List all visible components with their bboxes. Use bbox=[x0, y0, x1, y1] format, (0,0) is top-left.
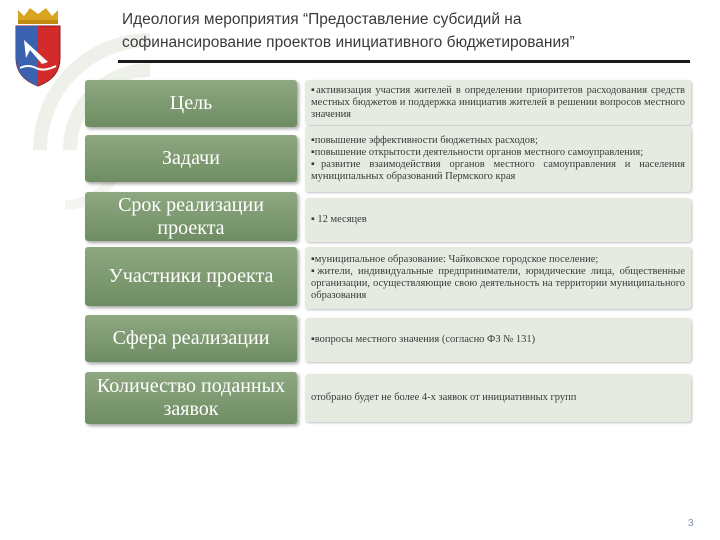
title-line-1: Идеология мероприятия “Предоставление субсидий на bbox=[122, 11, 522, 28]
content-tasks-item: ▪развитие взаимодействия органов местного самоуправления и населения муниципальных образований Пермского края bbox=[311, 159, 685, 182]
label-applications bbox=[85, 372, 297, 424]
label-tasks bbox=[85, 135, 297, 182]
title-line-2: софинансирование проектов инициативного бюджетирования” bbox=[122, 34, 575, 51]
label-duration-text: Срок реализации проекта bbox=[118, 193, 264, 239]
label-applications-text: Количество поданных заявок bbox=[96, 375, 286, 420]
label-participants bbox=[85, 247, 297, 306]
label-scope-text: Сфера реализации bbox=[112, 327, 270, 349]
page-number: 3 bbox=[688, 518, 694, 529]
content-tasks-item: ▪повышение эффективности бюджетных расходов; bbox=[311, 135, 538, 146]
content-applications-item: отобрано будет не более 4-х заявок от инициативных групп bbox=[311, 392, 577, 403]
content-participants-item: ▪жители, индивидуальные предприниматели, юридические лица, общественные организации, осуществляющие свою деятельность на территории муниципального образования bbox=[311, 266, 685, 301]
label-goal-text: Цель bbox=[169, 92, 213, 114]
label-tasks-text: Задачи bbox=[162, 147, 220, 169]
content-participants bbox=[305, 247, 691, 309]
content-goal-item: ▪активизация участия жителей в определении приоритетов расходования средств местных бюджетов и поддержка инициатив жителей в решении вопросов местного значения bbox=[311, 84, 685, 120]
title-divider bbox=[118, 60, 690, 63]
content-scope bbox=[305, 318, 691, 362]
content-tasks-item: ▪повышение открытости деятельности органов местного самоуправления; bbox=[311, 147, 644, 158]
coat-of-arms-icon bbox=[10, 6, 66, 88]
content-duration bbox=[305, 198, 691, 242]
content-participants-item: ▪муниципальное образование: Чайковское городское поселение; bbox=[311, 254, 599, 265]
content-duration-item: ▪ 12 месяцев bbox=[311, 214, 367, 225]
page-title bbox=[122, 8, 692, 54]
content-goal bbox=[305, 80, 691, 125]
content-applications bbox=[305, 374, 691, 422]
label-participants-text: Участники проекта bbox=[108, 265, 274, 287]
content-scope-item: ▪вопросы местного значения (согласно ФЗ № 131) bbox=[311, 334, 536, 345]
content-tasks bbox=[305, 126, 691, 192]
label-goal bbox=[85, 80, 297, 127]
label-duration bbox=[85, 192, 297, 241]
label-scope bbox=[85, 315, 297, 362]
